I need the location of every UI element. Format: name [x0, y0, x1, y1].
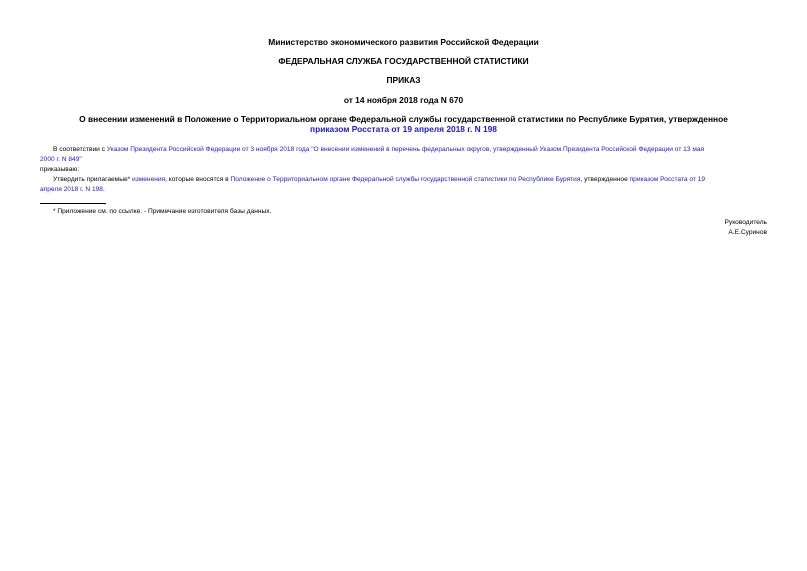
signature-name: А.Е.Суринов — [728, 229, 767, 236]
document-title: О внесении изменений в Положение о Территориальном органе Федеральной службы государственной статистики по Республике Бурятия, утвержденное — [79, 114, 728, 124]
signature-position: Руководитель — [724, 219, 767, 226]
paragraph-approve-line2 — [40, 185, 105, 195]
regulation-link[interactable]: Положение о Территориальном органе Федеральной службы государственной статистики по Республике Бурятия — [230, 176, 581, 183]
presidential-decree-link-cont[interactable]: 2000 г. N 849" — [40, 156, 82, 163]
rosstat-order-link-cont[interactable]: апреля 2018 г. N 198 — [40, 186, 103, 193]
approve-prefix: Утвердить прилагаемые* — [53, 176, 133, 183]
paragraph-order-word: приказываю: — [40, 166, 80, 173]
footnote-text: * Приложение см. по ссылке. - Примечание изготовителя базы данных. — [53, 208, 272, 215]
basis-prefix: В соответствии с — [53, 146, 107, 153]
footnote-divider — [40, 203, 106, 204]
approve-end: . — [102, 186, 105, 193]
paragraph-basis-line1 — [53, 145, 704, 155]
approve-mid1: , которые вносятся в — [165, 176, 231, 183]
document-title-link-line — [40, 124, 767, 135]
presidential-decree-link[interactable]: Указом Президента Российской Федерации от 3 ноября 2018 года "О внесении изменений в перечень федеральных округов, утвержденный Указом Президента Российской Федерации от 13 мая — [106, 146, 705, 153]
ministry-name: Министерство экономического развития Российской Федерации — [268, 37, 539, 47]
rosstat-order-link[interactable]: приказом Росстата от 19 — [629, 176, 706, 183]
document-date-number: от 14 ноября 2018 года N 670 — [343, 95, 464, 105]
approve-mid2: , утвержденное — [580, 176, 630, 183]
title-order-link[interactable]: приказом Росстата от 19 апреля 2018 г. N 198 — [310, 124, 497, 134]
changes-link[interactable]: изменения — [132, 176, 166, 183]
paragraph-basis-line2 — [40, 155, 82, 165]
service-name: ФЕДЕРАЛЬНАЯ СЛУЖБА ГОСУДАРСТВЕННОЙ СТАТИСТИКИ — [278, 56, 529, 66]
document-type: ПРИКАЗ — [386, 75, 421, 85]
paragraph-approve-line1 — [53, 175, 705, 185]
